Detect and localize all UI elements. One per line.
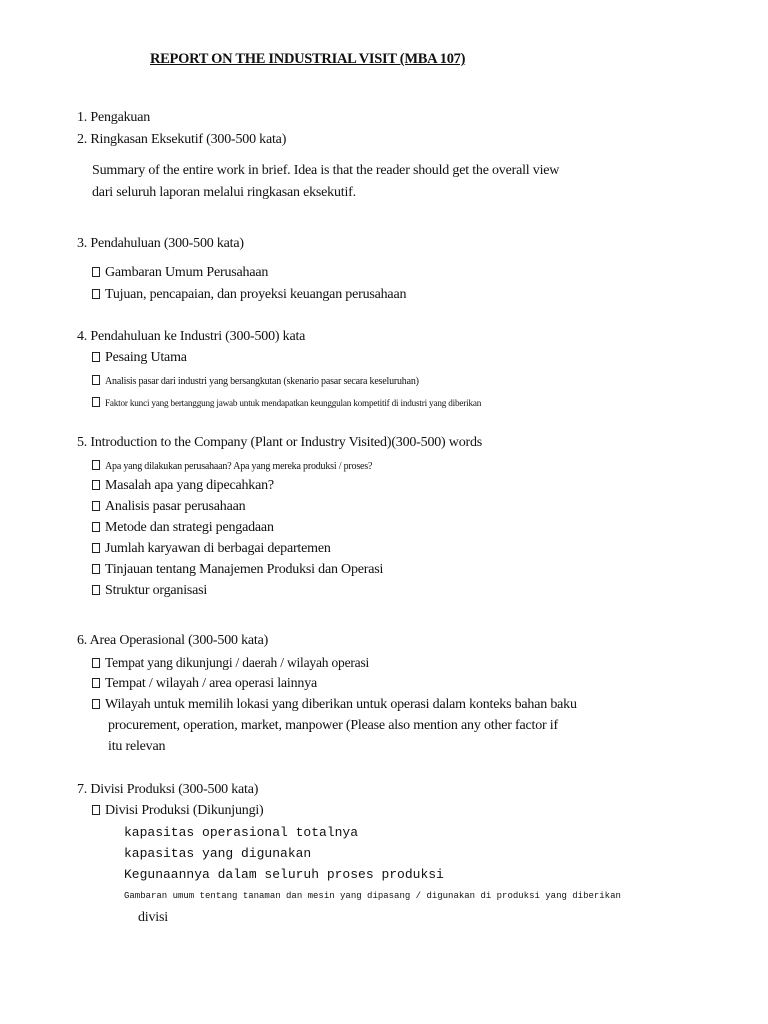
list-item: Analisis pasar perusahaan <box>92 500 245 514</box>
list-item: Analisis pasar dari industri yang bersangkutan (skenario pasar secara keseluruhan) <box>92 375 419 387</box>
list-item: Jumlah karyawan di berbagai departemen <box>92 542 331 556</box>
section-2-paragraph-line-1: Summary of the entire work in brief. Idea is that the reader should get the overall view <box>92 163 560 178</box>
section-2-paragraph-line-2: dari seluruh laporan melalui ringkasan eksekutif. <box>92 185 356 200</box>
production-sub-line: Kegunaannya dalam seluruh proses produksi <box>124 867 444 882</box>
section-7-heading: 7. Divisi Produksi (300-500 kata) <box>77 782 259 797</box>
report-title: REPORT ON THE INDUSTRIAL VISIT (MBA 107) <box>150 51 466 67</box>
checkbox-glyph-icon <box>92 501 100 511</box>
checkbox-glyph-icon <box>92 289 100 299</box>
checkbox-glyph-icon <box>92 460 100 470</box>
list-item: Apa yang dilakukan perusahaan? Apa yang mereka produksi / proses? <box>92 460 372 472</box>
list-item: Tinjauan tentang Manajemen Produksi dan Operasi <box>92 563 383 577</box>
production-sub-line-continuation: divisi <box>138 910 168 925</box>
checkbox-glyph-icon <box>92 543 100 553</box>
checkbox-glyph-icon <box>92 564 100 574</box>
section-2-heading: 2. Ringkasan Eksekutif (300-500 kata) <box>77 132 287 147</box>
list-item: Faktor kunci yang bertanggung jawab untuk mendapatkan keunggulan kompetitif di industri yang diberikan <box>92 397 481 408</box>
checkbox-glyph-icon <box>92 267 100 277</box>
checkbox-glyph-icon <box>92 805 100 815</box>
list-item: Pesaing Utama <box>92 351 187 365</box>
list-item: Metode dan strategi pengadaan <box>92 521 274 535</box>
list-item: Tujuan, pencapaian, dan proyeksi keuangan perusahaan <box>92 288 406 302</box>
section-6-continuation-line-1: procurement, operation, market, manpower (Please also mention any other factor if <box>108 718 558 733</box>
checkbox-glyph-icon <box>92 480 100 490</box>
checkbox-glyph-icon <box>92 678 100 688</box>
list-item: Masalah apa yang dipecahkan? <box>92 479 274 493</box>
list-item: Wilayah untuk memilih lokasi yang diberikan untuk operasi dalam konteks bahan baku <box>92 698 577 712</box>
section-3-heading: 3. Pendahuluan (300-500 kata) <box>77 236 244 251</box>
checkbox-glyph-icon <box>92 352 100 362</box>
list-item: Tempat yang dikunjungi / daerah / wilayah operasi <box>92 656 369 670</box>
section-6-heading: 6. Area Operasional (300-500 kata) <box>77 633 269 648</box>
section-1-heading: 1. Pengakuan <box>77 110 151 125</box>
checkbox-glyph-icon <box>92 658 100 668</box>
production-sub-line: kapasitas operasional totalnya <box>124 825 359 840</box>
list-item: Divisi Produksi (Dikunjungi) <box>92 804 264 818</box>
checkbox-glyph-icon <box>92 585 100 595</box>
production-sub-line: kapasitas yang digunakan <box>124 846 312 861</box>
list-item: Tempat / wilayah / area operasi lainnya <box>92 677 317 691</box>
section-6-continuation-line-2: itu relevan <box>108 739 166 754</box>
checkbox-glyph-icon <box>92 375 100 385</box>
checkbox-glyph-icon <box>92 397 100 407</box>
production-sub-line-small: Gambaran umum tentang tanaman dan mesin yang dipasang / digunakan di produksi yang diberikan <box>124 891 621 901</box>
list-item: Struktur organisasi <box>92 584 207 598</box>
section-4-heading: 4. Pendahuluan ke Industri (300-500) kata <box>77 329 306 344</box>
section-5-heading: 5. Introduction to the Company (Plant or Industry Visited)(300-500) words <box>77 435 483 450</box>
checkbox-glyph-icon <box>92 699 100 709</box>
checkbox-glyph-icon <box>92 522 100 532</box>
list-item: Gambaran Umum Perusahaan <box>92 266 268 280</box>
